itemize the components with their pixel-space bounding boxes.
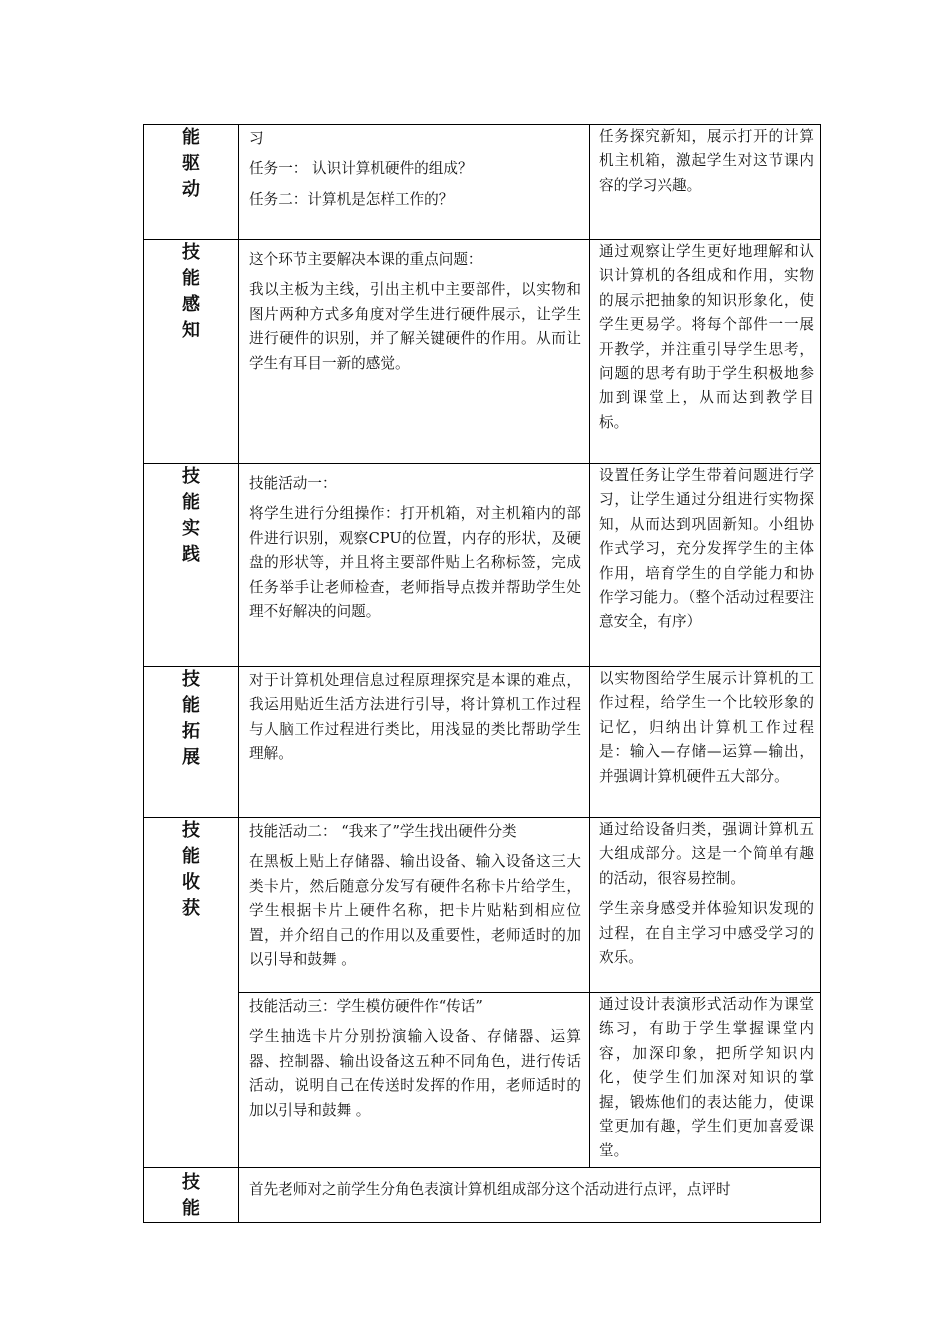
activity-text: 技能活动一：: [249, 475, 337, 492]
stage-label: 技能收获: [182, 820, 200, 919]
intent-cell: [590, 667, 821, 818]
activity-cell: [239, 125, 590, 240]
intent-text: 通过观察让学生更好地理解和认识计算机的各组成和作用，实物的展示把抽象的知识形象化，使学生更易学。将每个部件一一展开教学，并注重引导学生思考，问题的思考有助于学生积极地参加到课堂上，从而达到教学目标。: [599, 243, 814, 431]
stage-label: 技能拓展: [182, 669, 200, 768]
stage-label: 技能感知: [182, 242, 200, 341]
intent-text: 任务探究新知，展示打开的计算机主机箱，激起学生对这节课内容的学习兴趣。: [599, 128, 814, 194]
activity-cell: [239, 240, 590, 464]
intent-text: 通过给设备归类，强调计算机五大组成部分。这是一个简单有趣的活动，很容易控制。: [599, 821, 814, 887]
activity-text: 技能活动三：学生模仿硬件作“传话”: [249, 998, 483, 1015]
stage-label-cell: [144, 240, 239, 464]
intent-text: 学生亲身感受并体验知识发现的过程，在自主学习中感受学习的欢乐。: [599, 900, 814, 967]
stage-label-cell: [144, 818, 239, 1168]
table-row: [144, 125, 821, 240]
stage-label-cell: [144, 125, 239, 240]
table-row: [144, 1168, 821, 1223]
activity-text: 习: [249, 130, 264, 147]
stage-label-cell: [144, 464, 239, 667]
stage-label-cell: [144, 667, 239, 818]
intent-text: 以实物图给学生展示计算机的工作过程，给学生一个比较形象的记忆，归纳出计算机工作过程是：输入—存储—运算—输出，并强调计算机硬件五大部分。: [599, 670, 814, 785]
activity-cell: [239, 464, 590, 667]
stage-label-cell: [144, 1168, 239, 1223]
activity-text: 学生抽选卡片分别扮演输入设备、存储器、运算器、控制器、输出设备这五种不同角色，进行传话活动，说明自己在传送时发挥的作用，老师适时的加以引导和鼓舞 。: [249, 1028, 581, 1119]
activity-cell: [239, 1168, 821, 1223]
intent-cell: [590, 993, 821, 1168]
stage-label: 技能: [182, 1172, 200, 1219]
activity-text: 首先老师对之前学生分角色表演计算机组成部分这个活动进行点评，点评时: [249, 1181, 731, 1198]
activity-text: 任务一： 认识计算机硬件的组成？: [249, 160, 473, 178]
intent-text: 设置任务让学生带着问题进行学习，让学生通过分组进行实物探知，从而达到巩固新知。小组协作式学习，充分发挥学生的主体作用，培育学生的自学能力和协作学习能力。（整个活动过程要注意安全，有序）: [599, 467, 814, 631]
table-row: [144, 993, 821, 1168]
activity-cell: [239, 993, 590, 1168]
intent-cell: [590, 240, 821, 464]
activity-cell: [239, 667, 590, 818]
activity-text: 在黑板上贴上存储器、输出设备、输入设备这三大类卡片，然后随意分发写有硬件名称卡片给学生，学生根据卡片上硬件名称，把卡片贴粘到相应位置，并介绍自己的作用以及重要性，老师适时的加以引导和鼓舞 。: [249, 853, 581, 969]
intent-cell: [590, 464, 821, 667]
intent-text: 通过设计表演形式活动作为课堂练习，有助于学生掌握课堂内容，加深印象，把所学知识内化，使学生们加深对知识的掌握，锻炼他们的表达能力，使课堂更加有趣，学生们更加喜爱课堂。: [599, 996, 814, 1160]
lesson-plan-table: [143, 124, 821, 1223]
activity-text: 这个环节主要解决本课的重点问题：: [249, 251, 483, 268]
intent-cell: [590, 125, 821, 240]
activity-text: 将学生进行分组操作：打开机箱，对主机箱内的部件进行识别，观察CPU的位置，内存的形状，及硬盘的形状等，并且将主要部件贴上名称标签，完成任务举手让老师检查，老师指导点拨并帮助学生处理不好解决的问题。: [249, 505, 581, 621]
table-row: [144, 818, 821, 993]
activity-text: 任务二：计算机是怎样工作的？: [249, 190, 454, 208]
activity-text: 技能活动二： “我来了”学生找出硬件分类: [249, 823, 517, 840]
table-row: [144, 240, 821, 464]
table-row: [144, 667, 821, 818]
activity-cell: [239, 818, 590, 993]
intent-cell: [590, 818, 821, 993]
stage-label: 能驱动: [182, 127, 200, 200]
activity-text: 对于计算机处理信息过程原理探究是本课的难点，我运用贴近生活方法进行引导，将计算机工作过程与人脑工作过程进行类比，用浅显的类比帮助学生理解。: [249, 672, 581, 763]
stage-label: 技能实践: [182, 466, 200, 565]
activity-text: 我以主板为主线，引出主机中主要部件，以实物和图片两种方式多角度对学生进行硬件展示，让学生进行硬件的识别，并了解关键硬件的作用。从而让学生有耳目一新的感觉。: [249, 281, 581, 372]
table-row: [144, 464, 821, 667]
